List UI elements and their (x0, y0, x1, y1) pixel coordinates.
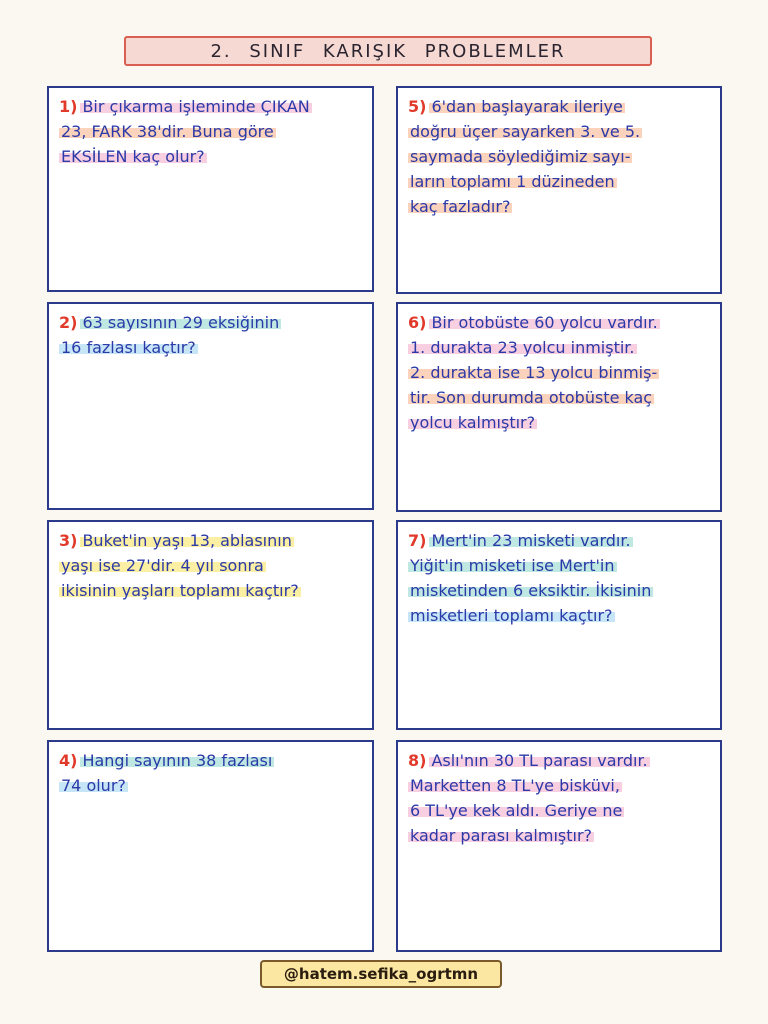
problem-line (59, 748, 362, 773)
problem-text: Bir otobüste 60 yolcu vardır. (431, 313, 658, 332)
problem-line (408, 823, 710, 848)
problem-number: 1) (59, 97, 78, 116)
problem-text: misketinden 6 eksiktir. İkisinin (410, 581, 652, 600)
problem-text: 23, FARK 38'dir. Buna göre (61, 122, 274, 141)
problem-text: Mert'in 23 misketi vardır. (431, 531, 631, 550)
problem-text: 6'dan başlayarak ileriye (431, 97, 623, 116)
problem-text: yaşı ise 27'dir. 4 yıl sonra (61, 556, 264, 575)
problem-line (59, 310, 362, 335)
problem-number: 4) (59, 751, 78, 770)
problem-line (408, 748, 710, 773)
problem-box-1 (47, 86, 374, 292)
problem-text: Aslı'nın 30 TL parası vardır. (431, 751, 648, 770)
problem-line (408, 335, 710, 360)
problem-line (59, 528, 362, 553)
problem-line (59, 578, 362, 603)
problem-line (59, 553, 362, 578)
problem-number: 3) (59, 531, 78, 550)
problem-line (408, 144, 710, 169)
problem-text: tir. Son durumda otobüste kaç (410, 388, 653, 407)
problem-line (408, 194, 710, 219)
author-handle: @hatem.sefika_ogrtmn (283, 965, 479, 983)
page-title: 2. SINIF KARIŞIK PROBLEMLER (210, 40, 566, 62)
problem-line (408, 553, 710, 578)
problem-text: ların toplamı 1 düzineden (410, 172, 615, 191)
problem-line (59, 94, 362, 119)
problem-line (408, 310, 710, 335)
title-banner (124, 36, 652, 66)
problem-text: Bir çıkarma işleminde ÇIKAN (82, 97, 310, 116)
problem-line (408, 798, 710, 823)
problem-text: 6 TL'ye kek aldı. Geriye ne (410, 801, 623, 820)
author-tag (260, 960, 502, 988)
problem-line (59, 335, 362, 360)
problem-text: EKSİLEN kaç olur? (61, 147, 205, 166)
problem-line (408, 360, 710, 385)
problem-box-5 (396, 86, 722, 294)
problem-line (408, 169, 710, 194)
problem-box-2 (47, 302, 374, 510)
problem-number: 2) (59, 313, 78, 332)
problem-text: 1. durakta 23 yolcu inmiştir. (410, 338, 635, 357)
problem-line (408, 94, 710, 119)
problem-box-4 (47, 740, 374, 952)
problem-text: Marketten 8 TL'ye bisküvi, (410, 776, 620, 795)
problem-box-3 (47, 520, 374, 730)
problem-text: misketleri toplamı kaçtır? (410, 606, 613, 625)
problem-box-8 (396, 740, 722, 952)
problem-line (408, 578, 710, 603)
problem-text: kadar parası kalmıştır? (410, 826, 593, 845)
problem-line (408, 385, 710, 410)
problem-line (59, 119, 362, 144)
problem-text: ikisinin yaşları toplamı kaçtır? (61, 581, 299, 600)
problem-box-6 (396, 302, 722, 512)
problem-text: Yiğit'in misketi ise Mert'in (410, 556, 615, 575)
problem-number: 8) (408, 751, 427, 770)
problem-text: yolcu kalmıştır? (410, 413, 536, 432)
problem-line (408, 528, 710, 553)
problem-line (59, 144, 362, 169)
problem-line (59, 773, 362, 798)
problem-line (408, 773, 710, 798)
problem-line (408, 119, 710, 144)
problem-text: kaç fazladır? (410, 197, 511, 216)
problem-text: Buket'in yaşı 13, ablasının (82, 531, 292, 550)
problem-line (408, 603, 710, 628)
problem-text: 2. durakta ise 13 yolcu binmiş- (410, 363, 658, 382)
problem-number: 6) (408, 313, 427, 332)
problem-text: 63 sayısının 29 eksiğinin (82, 313, 280, 332)
problem-number: 5) (408, 97, 427, 116)
problem-number: 7) (408, 531, 427, 550)
problem-line (408, 410, 710, 435)
problem-text: saymada söylediğimiz sayı- (410, 147, 631, 166)
problem-box-7 (396, 520, 722, 730)
problem-text: Hangi sayının 38 fazlası (82, 751, 273, 770)
problem-text: 74 olur? (61, 776, 126, 795)
problem-text: doğru üçer sayarken 3. ve 5. (410, 122, 641, 141)
problem-text: 16 fazlası kaçtır? (61, 338, 196, 357)
